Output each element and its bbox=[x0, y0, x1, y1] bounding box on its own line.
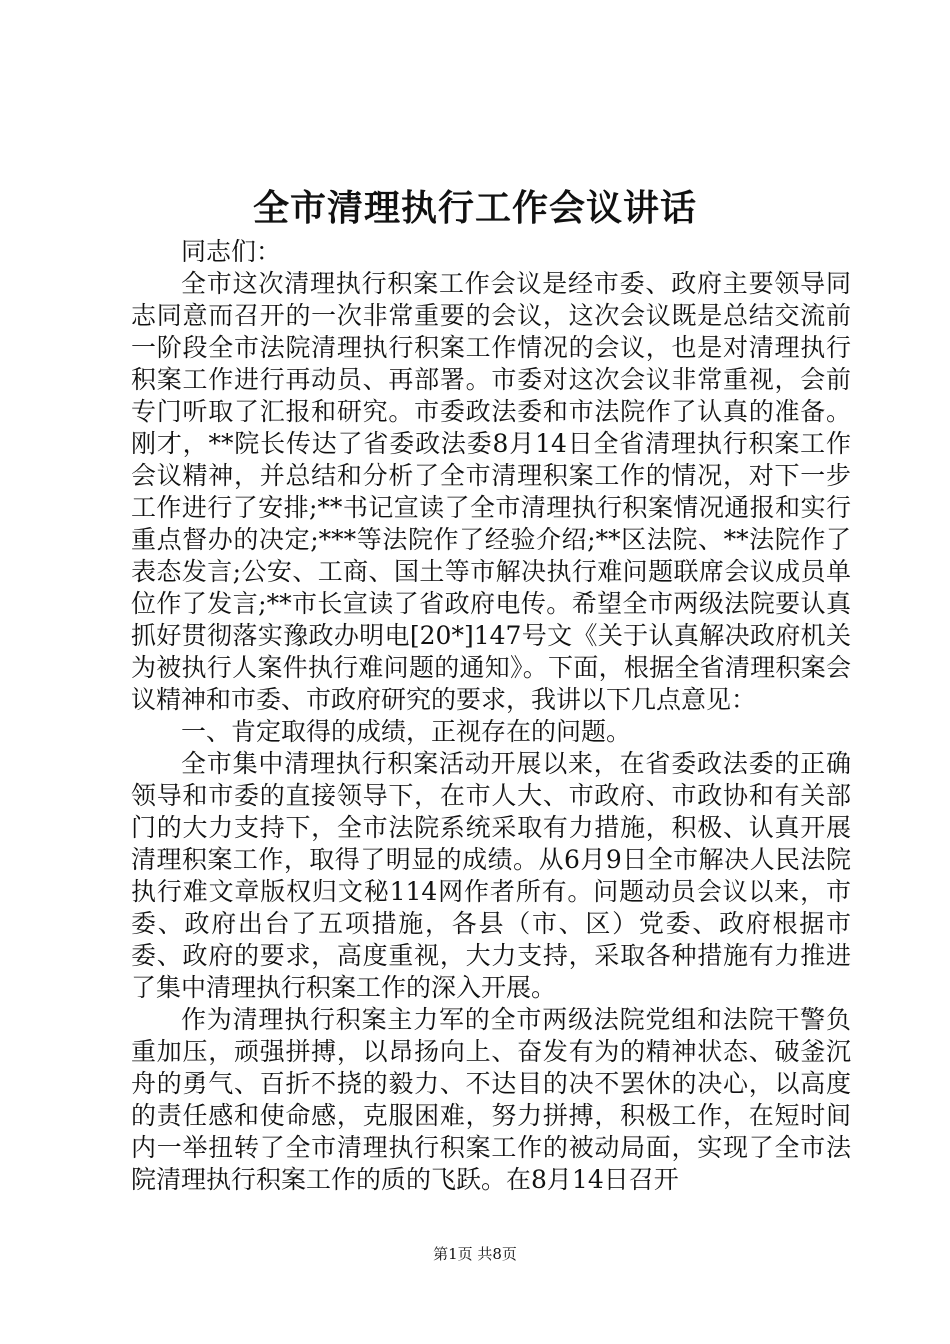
paragraph: 作为清理执行积案主力军的全市两级法院党组和法院干警负重加压，顽强拼搏，以昂扬向上、奋发有为的精神状态、破釜沉舟的勇气、百折不挠的毅力、不达目的决不罢休的决心，以高度的责任感和使命感，克服困难，努力拼搏，积极工作，在短时间内一举扭转了全市清理执行积案工作的被动局面，实现了全市法院清理执行积案工作的质的飞跃。在8月14日召开 bbox=[131, 1005, 851, 1194]
paragraph: 全市这次清理执行积案工作会议是经市委、政府主要领导同志同意而召开的一次非常重要的会议，这次会议既是总结交流前一阶段全市法院清理执行积案工作情况的会议，也是对清理执行积案工作进行再动员、再部署。市委对这次会议非常重视，会前专门听取了汇报和研究。市委政法委和市法院作了认真的准备。刚才，**院长传达了省委政法委8月14日全省清理执行积案工作会议精神，并总结和分析了全市清理积案工作的情况，对下一步工作进行了安排;**书记宣读了全市清理执行积案情况通报和实行重点督办的决定;***等法院作了经验介绍;**区法院、**法院作了表态发言;公安、工商、国土等市解决执行难问题联席会议成员单位作了发言;**市长宣读了省政府电传。希望全市两级法院要认真抓好贯彻落实豫政办明电[20*]147号文《关于认真解决政府机关为被执行人案件执行难问题的通知》。下面，根据全省清理积案会议精神和市委、市政府研究的要求，我讲以下几点意见： bbox=[131, 269, 851, 714]
salutation: 同志们： bbox=[181, 237, 282, 266]
document-body bbox=[131, 236, 851, 1196]
document-title: 全市清理执行工作会议讲话 bbox=[252, 187, 697, 229]
paragraph: 全市集中清理执行积案活动开展以来，在省委政法委的正确领导和市委的直接领导下，在市人大、市政府、市政协和有关部门的大力支持下，全市法院系统采取有力措施，积极、认真开展清理积案工作，取得了明显的成绩。从6月9日全市解决人民法院执行难文章版权归文秘114网作者所有。问题动员会议以来，市委、政府出台了五项措施，各县（市、区）党委、政府根据市委、政府的要求，高度重视，大力支持，采取各种措施有力推进了集中清理执行积案工作的深入开展。 bbox=[131, 749, 851, 1002]
page-footer: 第1页 共8页 bbox=[433, 1245, 517, 1263]
section-heading: 一、肯定取得的成绩，正视存在的问题。 bbox=[181, 717, 632, 746]
